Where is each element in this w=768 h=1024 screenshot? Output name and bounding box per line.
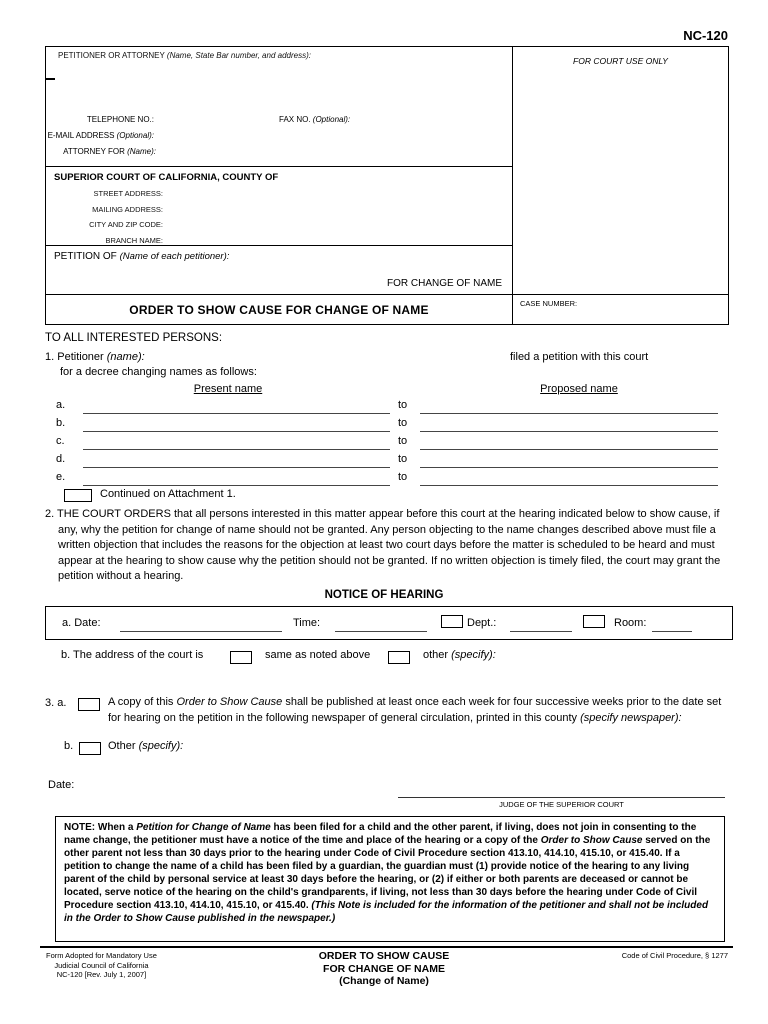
footer-rule: [40, 946, 733, 948]
to-label: to: [398, 453, 408, 465]
attorney-label: PETITIONER OR ATTORNEY (Name, State Bar number, and address):: [58, 51, 311, 60]
other-address-label: other (specify):: [423, 649, 496, 661]
dept-checkbox[interactable]: [441, 615, 463, 628]
to-label: to: [398, 399, 408, 411]
other-specify-label: Other (specify):: [108, 740, 184, 752]
name-column-headers: [0, 383, 768, 399]
case-number-label: CASE NUMBER:: [520, 299, 578, 308]
item1-line1: 1. Petitioner (name): filed a petition with this court: [45, 351, 649, 363]
telephone-label: TELEPHONE NO.:: [86, 115, 154, 124]
row-label-b: b.: [56, 417, 66, 429]
item1-line2: for a decree changing names as follows:: [60, 366, 257, 378]
present-name-line-a[interactable]: [83, 399, 390, 414]
proposed-name-line-e[interactable]: [420, 471, 718, 486]
hearing-time-label: Time:: [293, 617, 321, 629]
form-title: ORDER TO SHOW CAUSE FOR CHANGE OF NAME: [129, 302, 429, 317]
present-name-line-d[interactable]: [83, 453, 390, 468]
continued-attachment-checkbox[interactable]: [64, 489, 92, 502]
court-orders-paragraph: 2. THE COURT ORDERS that all persons interested in this matter appear before this court at the hearing indicated below to show cause, if any, why the petition for change of name should not be granted. Any person objecting to the name changes described above must file a written objection that includes the reasons for the objection at least two court days before the matter is scheduled to be heard and must appear at the hearing to show cause why the petition should not be granted. If no written objection is timely filed, the court may grant the petition without a hearing.: [45, 508, 721, 583]
room-line[interactable]: [652, 616, 692, 632]
to-label: to: [398, 417, 408, 429]
name-row-d: [0, 453, 768, 470]
item3a-number: 3. a.: [45, 697, 67, 709]
name-row-a: [0, 399, 768, 416]
dept-label: Dept.:: [467, 617, 497, 629]
attorney-for-label: ATTORNEY FOR (Name):: [63, 147, 156, 156]
hearing-date-line[interactable]: [120, 616, 282, 632]
form-number: NC-120: [683, 28, 728, 43]
case-number-cell[interactable]: [513, 294, 728, 324]
caption-box: [45, 46, 729, 325]
row-label-e: e.: [56, 471, 66, 483]
footer-adoption-info: Form Adopted for Mandatory Use Judicial Council of California NC-120 [Rev. July 1, 2007]: [46, 951, 157, 979]
present-name-line-c[interactable]: [83, 435, 390, 450]
name-row-c: [0, 435, 768, 452]
continued-row: [0, 488, 768, 506]
attorney-for-row: [46, 147, 512, 163]
proposed-name-header: Proposed name: [540, 383, 618, 395]
proposed-name-line-a[interactable]: [420, 399, 718, 414]
room-label: Room:: [614, 617, 647, 629]
judge-of-superior-court-label: JUDGE OF THE SUPERIOR COURT: [499, 800, 624, 809]
hearing-date-label: a. Date:: [62, 617, 101, 629]
hearing-date-box: [45, 606, 733, 640]
item3b-number: b.: [64, 740, 74, 752]
room-checkbox[interactable]: [583, 615, 605, 628]
city-zip-label: CITY AND ZIP CODE:: [89, 220, 163, 230]
email-label: E-MAIL ADDRESS (Optional):: [47, 131, 154, 140]
to-all-heading: TO ALL INTERESTED PERSONS:: [45, 332, 223, 344]
present-name-line-e[interactable]: [83, 471, 390, 486]
publication-text: A copy of this Order to Show Cause shall be published at least once each week for four successive weeks prior to the date set for hearing on the petition in the following newspaper of general circulation, printed in this county (specify newspaper):: [108, 696, 722, 724]
attorney-info-cell[interactable]: [46, 47, 513, 167]
proposed-name-line-b[interactable]: [420, 417, 718, 432]
to-label: to: [398, 435, 408, 447]
footer-form-title: ORDER TO SHOW CAUSE FOR CHANGE OF NAME (Change of Name): [318, 950, 450, 987]
dept-line[interactable]: [510, 616, 572, 632]
branch-name-label: BRANCH NAME:: [105, 235, 163, 245]
date-label: Date:: [48, 779, 75, 791]
petition-of-label: PETITION OF (Name of each petitioner):: [54, 251, 230, 262]
notice-of-hearing-heading: NOTICE OF HEARING: [324, 589, 444, 601]
margin-tick: [45, 78, 55, 80]
email-row: [46, 131, 512, 147]
form-title-cell: [46, 294, 513, 324]
judge-signature-line[interactable]: [398, 797, 725, 798]
present-name-header: Present name: [193, 383, 263, 395]
hearing-time-line[interactable]: [335, 616, 427, 632]
same-as-noted-checkbox[interactable]: [230, 651, 252, 664]
proposed-name-line-d[interactable]: [420, 453, 718, 468]
row-label-d: d.: [56, 453, 66, 465]
address-of-court-label: b. The address of the court is: [61, 649, 204, 661]
publication-checkbox[interactable]: [78, 698, 100, 711]
continued-attachment-label: Continued on Attachment 1.: [100, 488, 236, 500]
to-label: to: [398, 471, 408, 483]
court-address-row: [0, 649, 768, 667]
street-address-label: STREET ADDRESS:: [93, 189, 163, 198]
other-address-checkbox[interactable]: [388, 651, 410, 664]
footer-code-reference: Code of Civil Procedure, § 1277: [621, 951, 728, 960]
court-address-cell[interactable]: [46, 167, 513, 246]
court-title: SUPERIOR COURT OF CALIFORNIA, COUNTY OF: [54, 172, 279, 183]
filed-petition-text: filed a petition with this court: [510, 351, 649, 363]
proposed-name-line-c[interactable]: [420, 435, 718, 450]
note-box: NOTE: When a Petition for Change of Name has been filed for a child and the other parent, if living, does not join in consenting to the name change, the petitioner must have a notice of the time and place of the hearing or a copy of the Order to Show Cause served on the other parent not less than 30 days prior to the hearing under Code of Civil Procedure section 413.10, 414.10, 415.10, or 415.40. If a petition to change the name of a child has been filed by a guardian, the guardian must (1) provide notice of the hearing to any living parent of the child by personal service at least 30 days before the hearing, or (2) if either or both parents are deceased or cannot be located, serve notice of the hearing on the child's grandparents, if living, not less than 30 days before the hearing under Code of Civil Procedure section 413.10, 414.10, 415.10, or 415.40. (This Note is included for the information of the petitioner and shall not be included in the Order to Show Cause published in the newspaper.): [55, 816, 725, 942]
item3b-row: [0, 740, 768, 758]
petition-of-cell[interactable]: [46, 246, 513, 294]
name-row-b: [0, 417, 768, 434]
for-court-use-label: FOR COURT USE ONLY: [573, 56, 668, 66]
row-label-a: a.: [56, 399, 66, 411]
other-order-checkbox[interactable]: [79, 742, 101, 755]
same-as-noted-label: same as noted above: [265, 649, 371, 661]
fax-label: FAX NO. (Optional):: [279, 115, 351, 124]
for-change-of-name-label: FOR CHANGE OF NAME: [386, 278, 502, 289]
court-use-cell: [513, 47, 728, 294]
present-name-line-b[interactable]: [83, 417, 390, 432]
row-label-c: c.: [56, 435, 65, 447]
mailing-address-label: MAILING ADDRESS:: [92, 204, 163, 214]
name-row-e: [0, 471, 768, 488]
telephone-row: [46, 115, 512, 131]
